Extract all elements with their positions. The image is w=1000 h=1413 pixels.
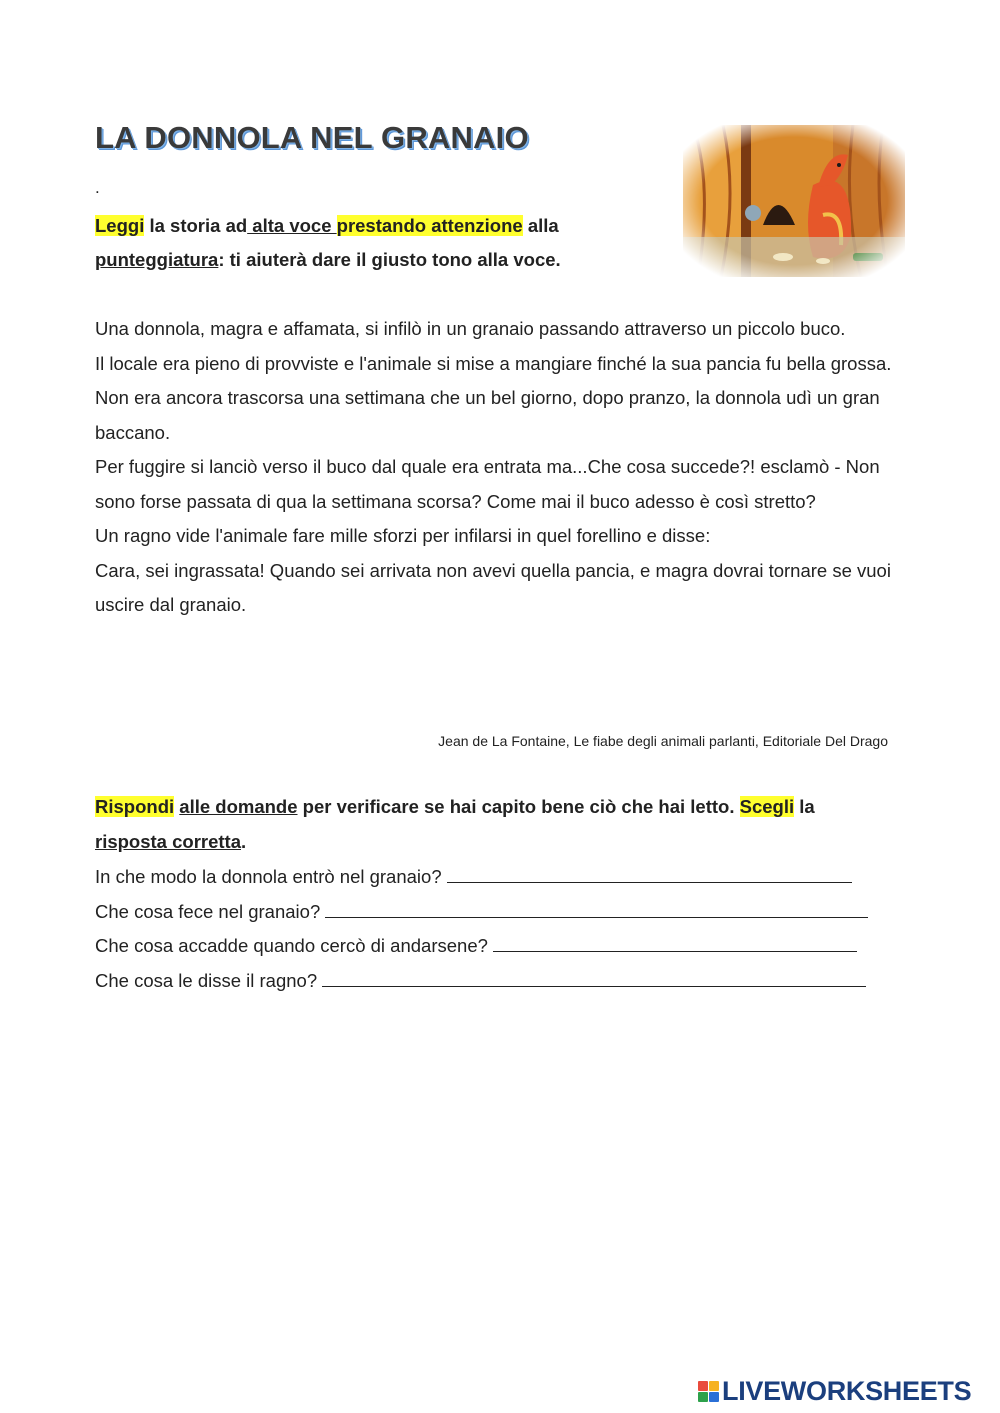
question-text: Che cosa le disse il ragno? (95, 969, 318, 991)
highlight-attention: prestando attenzione (336, 215, 523, 236)
instruction-underlined-text: alle domande (179, 796, 298, 817)
question-row (95, 860, 868, 895)
question-text: Che cosa fece nel granaio? (95, 900, 321, 922)
instruction-underlined-text: punteggiatura (95, 249, 219, 270)
separator-dot: . (95, 178, 100, 197)
reading-instruction-line-2 (95, 243, 561, 277)
question-instruction (95, 790, 905, 859)
question-text: In che modo la donnola entrò nel granaio? (95, 866, 442, 887)
question-row (95, 895, 868, 930)
watermark-text: LIVEWORKSHEETS (722, 1376, 972, 1406)
story-paragraph: Cara, sei ingrassata! Quando sei arrivata non avevi quella pancia, e magra dovrai tornare se vuoi uscire dal granaio. (95, 559, 891, 615)
instruction-underlined-text: risposta corretta (95, 830, 241, 852)
instruction-underlined-text: alta voce (247, 215, 337, 236)
answer-blank[interactable] (447, 862, 852, 883)
story-paragraph: Una donnola, magra e affamata, si infilò in un granaio passando attraverso un piccolo buco. (95, 318, 846, 339)
story-text (95, 312, 905, 623)
highlight-scegli: Scegli (739, 796, 795, 817)
story-paragraph: Non era ancora trascorsa una settimana che un bel giorno, dopo pranzo, la donnola udì un gran baccano. (95, 387, 880, 443)
liveworksheets-watermark (698, 1376, 971, 1407)
instruction-text: la storia ad (144, 215, 248, 236)
instruction-text: : ti aiuterà dare il giusto tono alla voce. (218, 249, 561, 270)
illustration-svg (683, 125, 905, 277)
story-paragraph: Per fuggire si lanciò verso il buco dal quale era entrata ma...Che cosa succede?! esclamò - Non sono forse passata di qua la settimana scorsa? Come mai il buco adesso è così stretto? (95, 456, 880, 512)
question-row (95, 929, 868, 964)
instruction-text: alla (522, 215, 559, 236)
answer-blank[interactable] (493, 931, 857, 952)
question-text: Che cosa accadde quando cercò di andarsene? (95, 935, 488, 956)
instruction-text: la (794, 796, 815, 817)
instruction-text: per verificare se hai capito bene ciò che hai letto. (297, 796, 740, 817)
weasel-in-granary-illustration (683, 125, 905, 277)
story-source-citation: Jean de La Fontaine, Le fiabe degli animali parlanti, Editoriale Del Drago (438, 733, 888, 749)
answer-blank[interactable] (325, 897, 868, 918)
reading-instruction-line-1 (95, 209, 559, 243)
instruction-text: . (241, 830, 247, 852)
highlight-leggi: Leggi (95, 215, 145, 236)
liveworksheets-logo-icon (698, 1381, 719, 1402)
question-row (95, 964, 868, 999)
story-paragraph: Il locale era pieno di provviste e l'animale si mise a mangiare finché la sua pancia fu bella grossa. (95, 352, 892, 374)
question-list (95, 860, 868, 998)
highlight-rispondi: Rispondi (95, 796, 175, 817)
story-paragraph: Un ragno vide l'animale fare mille sforzi per infilarsi in quel forellino e disse: (95, 525, 711, 546)
answer-blank[interactable] (322, 966, 866, 987)
worksheet-title: LA DONNOLA NEL GRANAIO (95, 120, 529, 155)
